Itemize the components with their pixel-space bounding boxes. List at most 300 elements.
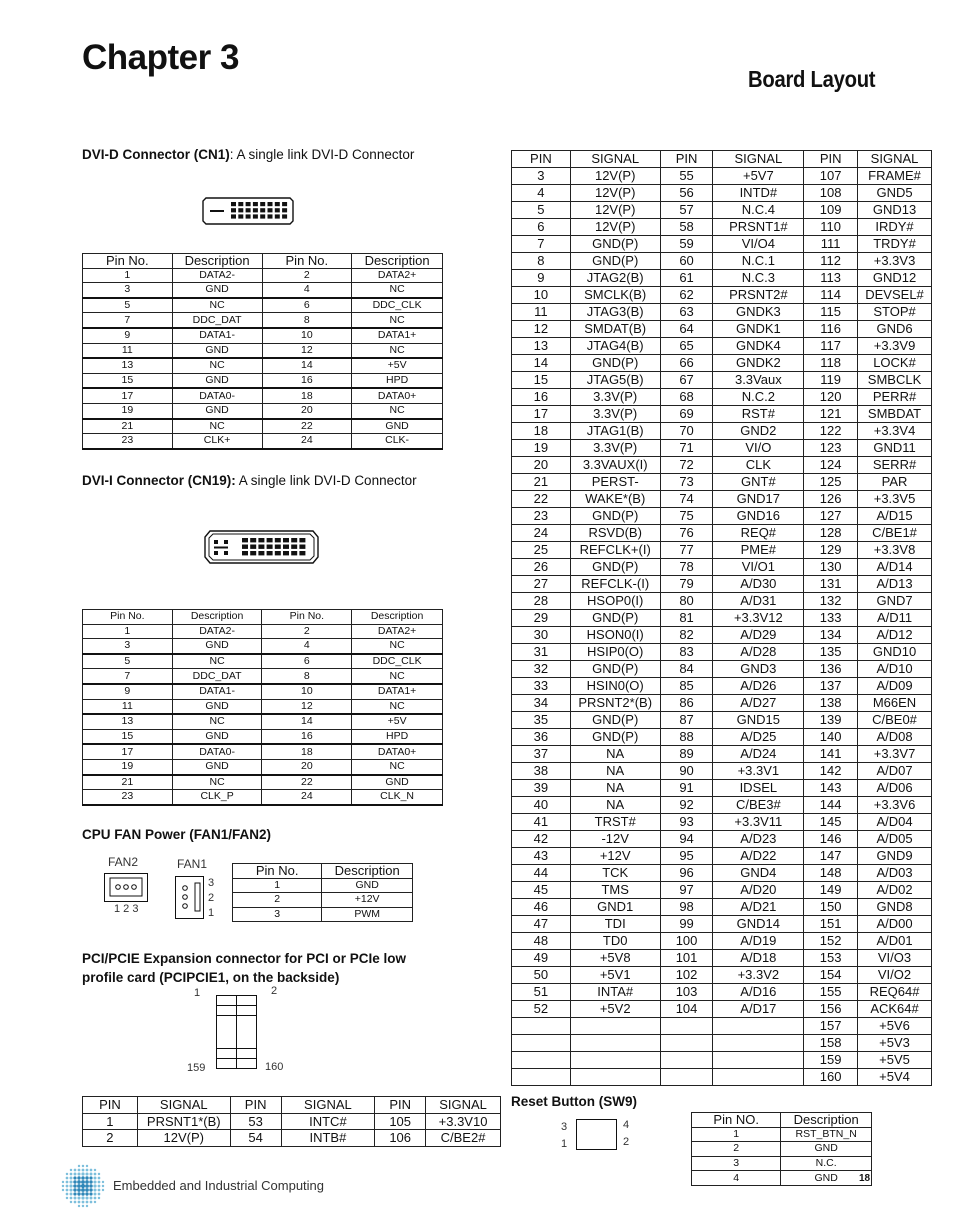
table-cell: 96	[660, 865, 713, 882]
table-cell: 2	[692, 1142, 781, 1157]
table-row	[512, 984, 932, 1001]
table-cell: 16	[512, 389, 571, 406]
table-cell: A/D27	[713, 695, 804, 712]
table-row	[512, 491, 932, 508]
connector-pin	[214, 547, 228, 549]
table-cell: 73	[660, 474, 713, 491]
table-cell: 98	[660, 899, 713, 916]
table-cell: TRST#	[570, 814, 660, 831]
table-cell: 19	[512, 440, 571, 457]
table-cell: 77	[660, 542, 713, 559]
table-row	[512, 865, 932, 882]
table-cell: 66	[660, 355, 713, 372]
logo-dot	[74, 1197, 77, 1200]
table-cell: 4	[262, 639, 352, 654]
table-cell: 151	[804, 916, 858, 933]
table-cell: SMBCLK	[858, 372, 932, 389]
table-cell: GND	[352, 419, 443, 434]
table-cell: 3	[83, 639, 173, 654]
table-cell: +12V	[322, 893, 413, 908]
table-cell: DDC_CLK	[352, 298, 443, 313]
table-cell: 125	[804, 474, 858, 491]
table-cell: GND	[172, 759, 262, 774]
table-cell: 26	[512, 559, 571, 576]
table-cell: GND12	[858, 270, 932, 287]
table-cell: 48	[512, 933, 571, 950]
connector-pin	[250, 538, 256, 542]
footer-text: Embedded and Industrial Computing	[113, 1178, 325, 1193]
table-cell: 102	[660, 967, 713, 984]
table-cell: 3.3Vaux	[713, 372, 804, 389]
table-cell: 47	[512, 916, 571, 933]
table-cell: 115	[804, 304, 858, 321]
table-cell: +12V	[570, 848, 660, 865]
table-cell: 123	[804, 440, 858, 457]
table-cell: 2	[262, 624, 352, 639]
connector-pin	[282, 208, 287, 212]
table-cell: 160	[804, 1069, 858, 1086]
table-cell: 83	[660, 644, 713, 661]
table-cell: 76	[660, 525, 713, 542]
table-cell: A/D26	[713, 678, 804, 695]
logo-dot	[89, 1176, 92, 1179]
table-cell: +5V	[352, 714, 443, 729]
table-cell: A/D03	[858, 865, 932, 882]
table-row	[512, 797, 932, 814]
reset-title-text: Reset Button (SW9)	[511, 1094, 637, 1109]
table-row	[512, 729, 932, 746]
logo-dot	[102, 1185, 104, 1187]
table-row	[512, 270, 932, 287]
table-row	[83, 268, 443, 283]
table-cell: 55	[660, 168, 713, 185]
logo-dot	[85, 1184, 89, 1188]
column-header: Description	[322, 864, 413, 879]
table-row	[512, 627, 932, 644]
table-row	[512, 1069, 932, 1086]
table-cell: JTAG1(B)	[570, 423, 660, 440]
logo-dot	[93, 1180, 96, 1183]
logo-dot	[85, 1172, 88, 1175]
logo-dot	[94, 1173, 97, 1176]
dvi-i-connector-icon	[204, 530, 319, 564]
table-cell: 20	[262, 403, 352, 418]
table-row	[512, 661, 932, 678]
table-cell: 75	[660, 508, 713, 525]
table-cell: 6	[262, 298, 352, 313]
table-cell: A/D28	[713, 644, 804, 661]
logo-dot	[77, 1192, 80, 1195]
table-cell: SMCLK(B)	[570, 287, 660, 304]
table-row	[512, 763, 932, 780]
table-cell: 3.3V(P)	[570, 389, 660, 406]
table-row	[233, 893, 413, 908]
connector-pin	[268, 202, 273, 206]
table-cell: 12	[262, 699, 352, 714]
table-cell: GND8	[858, 899, 932, 916]
table-cell: 23	[83, 434, 173, 449]
logo-dot	[77, 1172, 80, 1175]
reset-button-icon	[576, 1119, 618, 1151]
pci-pin-table	[511, 150, 932, 1086]
connector-pin	[275, 202, 280, 206]
column-header: Pin No.	[262, 254, 352, 269]
table-cell: 46	[512, 899, 571, 916]
table-row	[512, 457, 932, 474]
table-cell: 31	[512, 644, 571, 661]
table-cell: +3.3V8	[858, 542, 932, 559]
table-row	[83, 403, 443, 418]
pci-header-row	[83, 1097, 501, 1114]
connector-pin	[214, 551, 218, 555]
logo-dot	[74, 1169, 77, 1172]
table-cell: A/D21	[713, 899, 804, 916]
cn1-title-bold: DVI-D Connector (CN1)	[82, 147, 230, 162]
connector-pin	[231, 208, 236, 212]
column-header: PIN	[230, 1097, 281, 1114]
table-cell: +3.3V5	[858, 491, 932, 508]
table-cell: NA	[570, 763, 660, 780]
connector-pin	[258, 545, 264, 549]
logo-dot	[77, 1184, 81, 1188]
table-cell: 7	[83, 669, 173, 684]
table-cell: 64	[660, 321, 713, 338]
table-cell: 15	[512, 372, 571, 389]
table-cell: NC	[352, 639, 443, 654]
table-cell: NA	[570, 780, 660, 797]
table-cell: A/D20	[713, 882, 804, 899]
table-cell: 1	[83, 268, 173, 283]
table-row	[512, 423, 932, 440]
connector-pin	[267, 538, 273, 542]
logo-dot	[93, 1188, 96, 1191]
table-cell: GNDK2	[713, 355, 804, 372]
table-cell: CLK	[713, 457, 804, 474]
big-header-row	[512, 151, 932, 168]
table-cell: A/D04	[858, 814, 932, 831]
logo-dot	[77, 1180, 81, 1184]
connector-pin	[238, 202, 243, 206]
column-header: Pin No.	[233, 864, 322, 879]
logo-dot	[102, 1181, 104, 1183]
logo-dot	[78, 1165, 80, 1167]
table-row	[233, 878, 413, 893]
connector-pin	[299, 551, 305, 555]
table-cell: 59	[660, 236, 713, 253]
table-row	[83, 775, 443, 790]
table-cell: 21	[83, 419, 173, 434]
connector-pin	[260, 208, 265, 212]
logo-dot	[90, 1197, 93, 1200]
table-cell: 5	[512, 202, 571, 219]
table-cell: INTD#	[713, 185, 804, 202]
table-cell: 68	[660, 389, 713, 406]
table-cell: 45	[512, 882, 571, 899]
logo-dot	[94, 1193, 97, 1196]
table-cell: 1	[233, 878, 322, 893]
logo-dot	[69, 1184, 72, 1187]
table-cell: 18	[262, 388, 352, 403]
table-cell: DATA1-	[172, 684, 262, 699]
table-cell: A/D08	[858, 729, 932, 746]
logo-dot	[89, 1188, 92, 1191]
logo-dot	[81, 1196, 84, 1199]
table-cell: GND	[172, 639, 262, 654]
connector-pin	[291, 545, 297, 549]
table-cell: GND16	[713, 508, 804, 525]
table-cell: 12V(P)	[570, 185, 660, 202]
table-cell: RST#	[713, 406, 804, 423]
table-row	[692, 1142, 872, 1157]
pci-pin-160-label: 160	[265, 1061, 284, 1073]
table-cell: 13	[83, 714, 173, 729]
table-cell: REQ#	[713, 525, 804, 542]
table-cell: GND(P)	[570, 236, 660, 253]
table-cell: GND	[781, 1171, 872, 1186]
table-cell: 154	[804, 967, 858, 984]
table-cell: N.C.3	[713, 270, 804, 287]
table-cell: A/D15	[858, 508, 932, 525]
table-row	[512, 559, 932, 576]
table-cell	[660, 1035, 713, 1052]
table-cell: STOP#	[858, 304, 932, 321]
column-header: SIGNAL	[137, 1097, 230, 1114]
table-cell: 2	[83, 1130, 138, 1147]
connector-pin	[246, 202, 251, 206]
table-cell: DATA0-	[172, 388, 262, 403]
logo-dot	[90, 1201, 93, 1204]
cn19-title-rest: A single link DVI-D Connector	[235, 473, 417, 488]
table-cell: VI/O3	[858, 950, 932, 967]
logo-dot	[85, 1192, 88, 1195]
table-cell: 25	[512, 542, 571, 559]
table-cell: 3.3VAUX(I)	[570, 457, 660, 474]
table-cell: A/D17	[713, 1001, 804, 1018]
column-header: PIN	[375, 1097, 426, 1114]
table-cell: GNDK3	[713, 304, 804, 321]
table-cell	[570, 1069, 660, 1086]
table-cell: 15	[83, 729, 173, 744]
table-cell: GND	[172, 373, 262, 388]
table-cell: 94	[660, 831, 713, 848]
table-cell: 63	[660, 304, 713, 321]
table-row	[83, 373, 443, 388]
table-cell: CLK_N	[352, 790, 443, 805]
table-cell: PRSNT2#	[713, 287, 804, 304]
connector-pin	[246, 214, 251, 218]
table-cell: 5	[83, 298, 173, 313]
table-cell: GND	[322, 878, 413, 893]
table-cell: 148	[804, 865, 858, 882]
table-cell: 141	[804, 746, 858, 763]
table-cell: 13	[83, 358, 173, 373]
table-cell: 130	[804, 559, 858, 576]
table-cell: 12	[512, 321, 571, 338]
table-cell: C/BE1#	[858, 525, 932, 542]
table-cell: +5V7	[713, 168, 804, 185]
connector-pin	[258, 538, 264, 542]
table-cell: A/D09	[858, 678, 932, 695]
table-cell: JTAG4(B)	[570, 338, 660, 355]
table-cell: 52	[512, 1001, 571, 1018]
table-cell: A/D06	[858, 780, 932, 797]
table-row	[512, 440, 932, 457]
table-row	[83, 744, 443, 759]
table-cell: 142	[804, 763, 858, 780]
table-cell: HPD	[352, 373, 443, 388]
table-row	[83, 328, 443, 343]
table-cell: JTAG2(B)	[570, 270, 660, 287]
table-row	[83, 759, 443, 774]
table-cell: M66EN	[858, 695, 932, 712]
table-cell: 21	[512, 474, 571, 491]
table-cell: 135	[804, 644, 858, 661]
table-row	[512, 950, 932, 967]
logo-dot	[62, 1185, 64, 1187]
chapter-title: Chapter 3	[82, 38, 239, 77]
logo-dot	[66, 1177, 69, 1180]
table-cell: 133	[804, 610, 858, 627]
table-cell: 20	[512, 457, 571, 474]
reset-pin-4: 4	[623, 1119, 630, 1131]
table-cell: 43	[512, 848, 571, 865]
table-cell: 157	[804, 1018, 858, 1035]
table-cell: SMDAT(B)	[570, 321, 660, 338]
table-cell: 12V(P)	[570, 168, 660, 185]
logo-dot	[81, 1188, 85, 1192]
table-row	[512, 372, 932, 389]
table-row	[233, 907, 413, 922]
table-cell: +3.3V11	[713, 814, 804, 831]
table-cell: 113	[804, 270, 858, 287]
logo-dot	[94, 1197, 97, 1200]
table-cell: DDC_DAT	[172, 669, 262, 684]
connector-pin	[242, 545, 248, 549]
table-cell: 131	[804, 576, 858, 593]
table-cell: 132	[804, 593, 858, 610]
table-cell: 57	[660, 202, 713, 219]
logo-dot	[77, 1196, 80, 1199]
table-cell: A/D30	[713, 576, 804, 593]
table-cell: 120	[804, 389, 858, 406]
table-cell: GND	[172, 283, 262, 298]
table-cell: A/D29	[713, 627, 804, 644]
table-cell: REFCLK+(I)	[570, 542, 660, 559]
table-cell: PERST-	[570, 474, 660, 491]
table-row	[512, 219, 932, 236]
table-cell: REFCLK-(I)	[570, 576, 660, 593]
table-cell: PWM	[322, 907, 413, 922]
logo-dot	[66, 1173, 68, 1175]
table-cell: A/D05	[858, 831, 932, 848]
table-cell: 112	[804, 253, 858, 270]
table-cell: GND7	[858, 593, 932, 610]
logo-dot	[77, 1188, 81, 1192]
table-cell: 42	[512, 831, 571, 848]
table-row	[512, 287, 932, 304]
logo-dot	[73, 1176, 76, 1179]
table-cell	[660, 1069, 713, 1086]
connector-pin	[275, 208, 280, 212]
table-cell: GND(P)	[570, 355, 660, 372]
table-cell	[512, 1052, 571, 1069]
column-header: SIGNAL	[426, 1097, 501, 1114]
table-cell: 79	[660, 576, 713, 593]
table-cell: 109	[804, 202, 858, 219]
table-row	[512, 814, 932, 831]
table-cell: A/D25	[713, 729, 804, 746]
reset-pin-1: 1	[561, 1138, 568, 1150]
table-cell: A/D19	[713, 933, 804, 950]
table-cell: 9	[83, 684, 173, 699]
fan1-pin-3: 3	[208, 877, 215, 889]
table-cell: 14	[262, 714, 352, 729]
fan-title	[82, 827, 271, 842]
table-cell: A/D22	[713, 848, 804, 865]
table-cell: 54	[230, 1130, 281, 1147]
table-row	[512, 202, 932, 219]
table-cell: 72	[660, 457, 713, 474]
table-cell: 4	[692, 1171, 781, 1186]
table-cell: FRAME#	[858, 168, 932, 185]
logo-dot	[66, 1181, 69, 1184]
column-header: PIN	[512, 151, 571, 168]
logo-dot	[70, 1197, 73, 1200]
table-cell: +3.3V12	[713, 610, 804, 627]
table-cell: DATA2-	[172, 268, 262, 283]
table-row	[83, 343, 443, 358]
reset-pin-table	[691, 1112, 872, 1186]
table-cell: +5V4	[858, 1069, 932, 1086]
table-cell: 18	[262, 744, 352, 759]
column-header: PIN	[83, 1097, 138, 1114]
table-cell: HPD	[352, 729, 443, 744]
table-cell: 12V(P)	[570, 202, 660, 219]
table-cell: +3.3V4	[858, 423, 932, 440]
table-cell: +5V1	[570, 967, 660, 984]
table-cell: 62	[660, 287, 713, 304]
pci-slot-icon	[216, 995, 258, 1071]
connector-pin	[283, 551, 289, 555]
table-cell: 29	[512, 610, 571, 627]
logo-dot	[81, 1176, 85, 1180]
table-cell: 67	[660, 372, 713, 389]
logo-dot	[102, 1189, 104, 1191]
pci-title-line2: profile card (PCIPCIE1, on the backside)	[82, 970, 340, 985]
column-header: Description	[781, 1113, 872, 1128]
connector-pin	[299, 538, 305, 542]
table-row	[83, 1130, 501, 1147]
table-cell: 17	[83, 744, 173, 759]
table-cell: 10	[512, 287, 571, 304]
table-row	[692, 1171, 872, 1186]
table-cell: +3.3V2	[713, 967, 804, 984]
table-cell: 16	[262, 373, 352, 388]
logo-dot	[98, 1197, 100, 1199]
table-cell: 3.3V(P)	[570, 406, 660, 423]
logo-dot	[89, 1184, 93, 1188]
table-cell: VI/O2	[858, 967, 932, 984]
table-cell: TMS	[570, 882, 660, 899]
logo-dot	[66, 1189, 69, 1192]
table-cell: 149	[804, 882, 858, 899]
table-cell: 138	[804, 695, 858, 712]
table-cell: 144	[804, 797, 858, 814]
pci-pin-2-label: 2	[271, 985, 278, 997]
table-cell: DEVSEL#	[858, 287, 932, 304]
logo-dot	[78, 1169, 81, 1172]
table-cell: 2	[262, 268, 352, 283]
